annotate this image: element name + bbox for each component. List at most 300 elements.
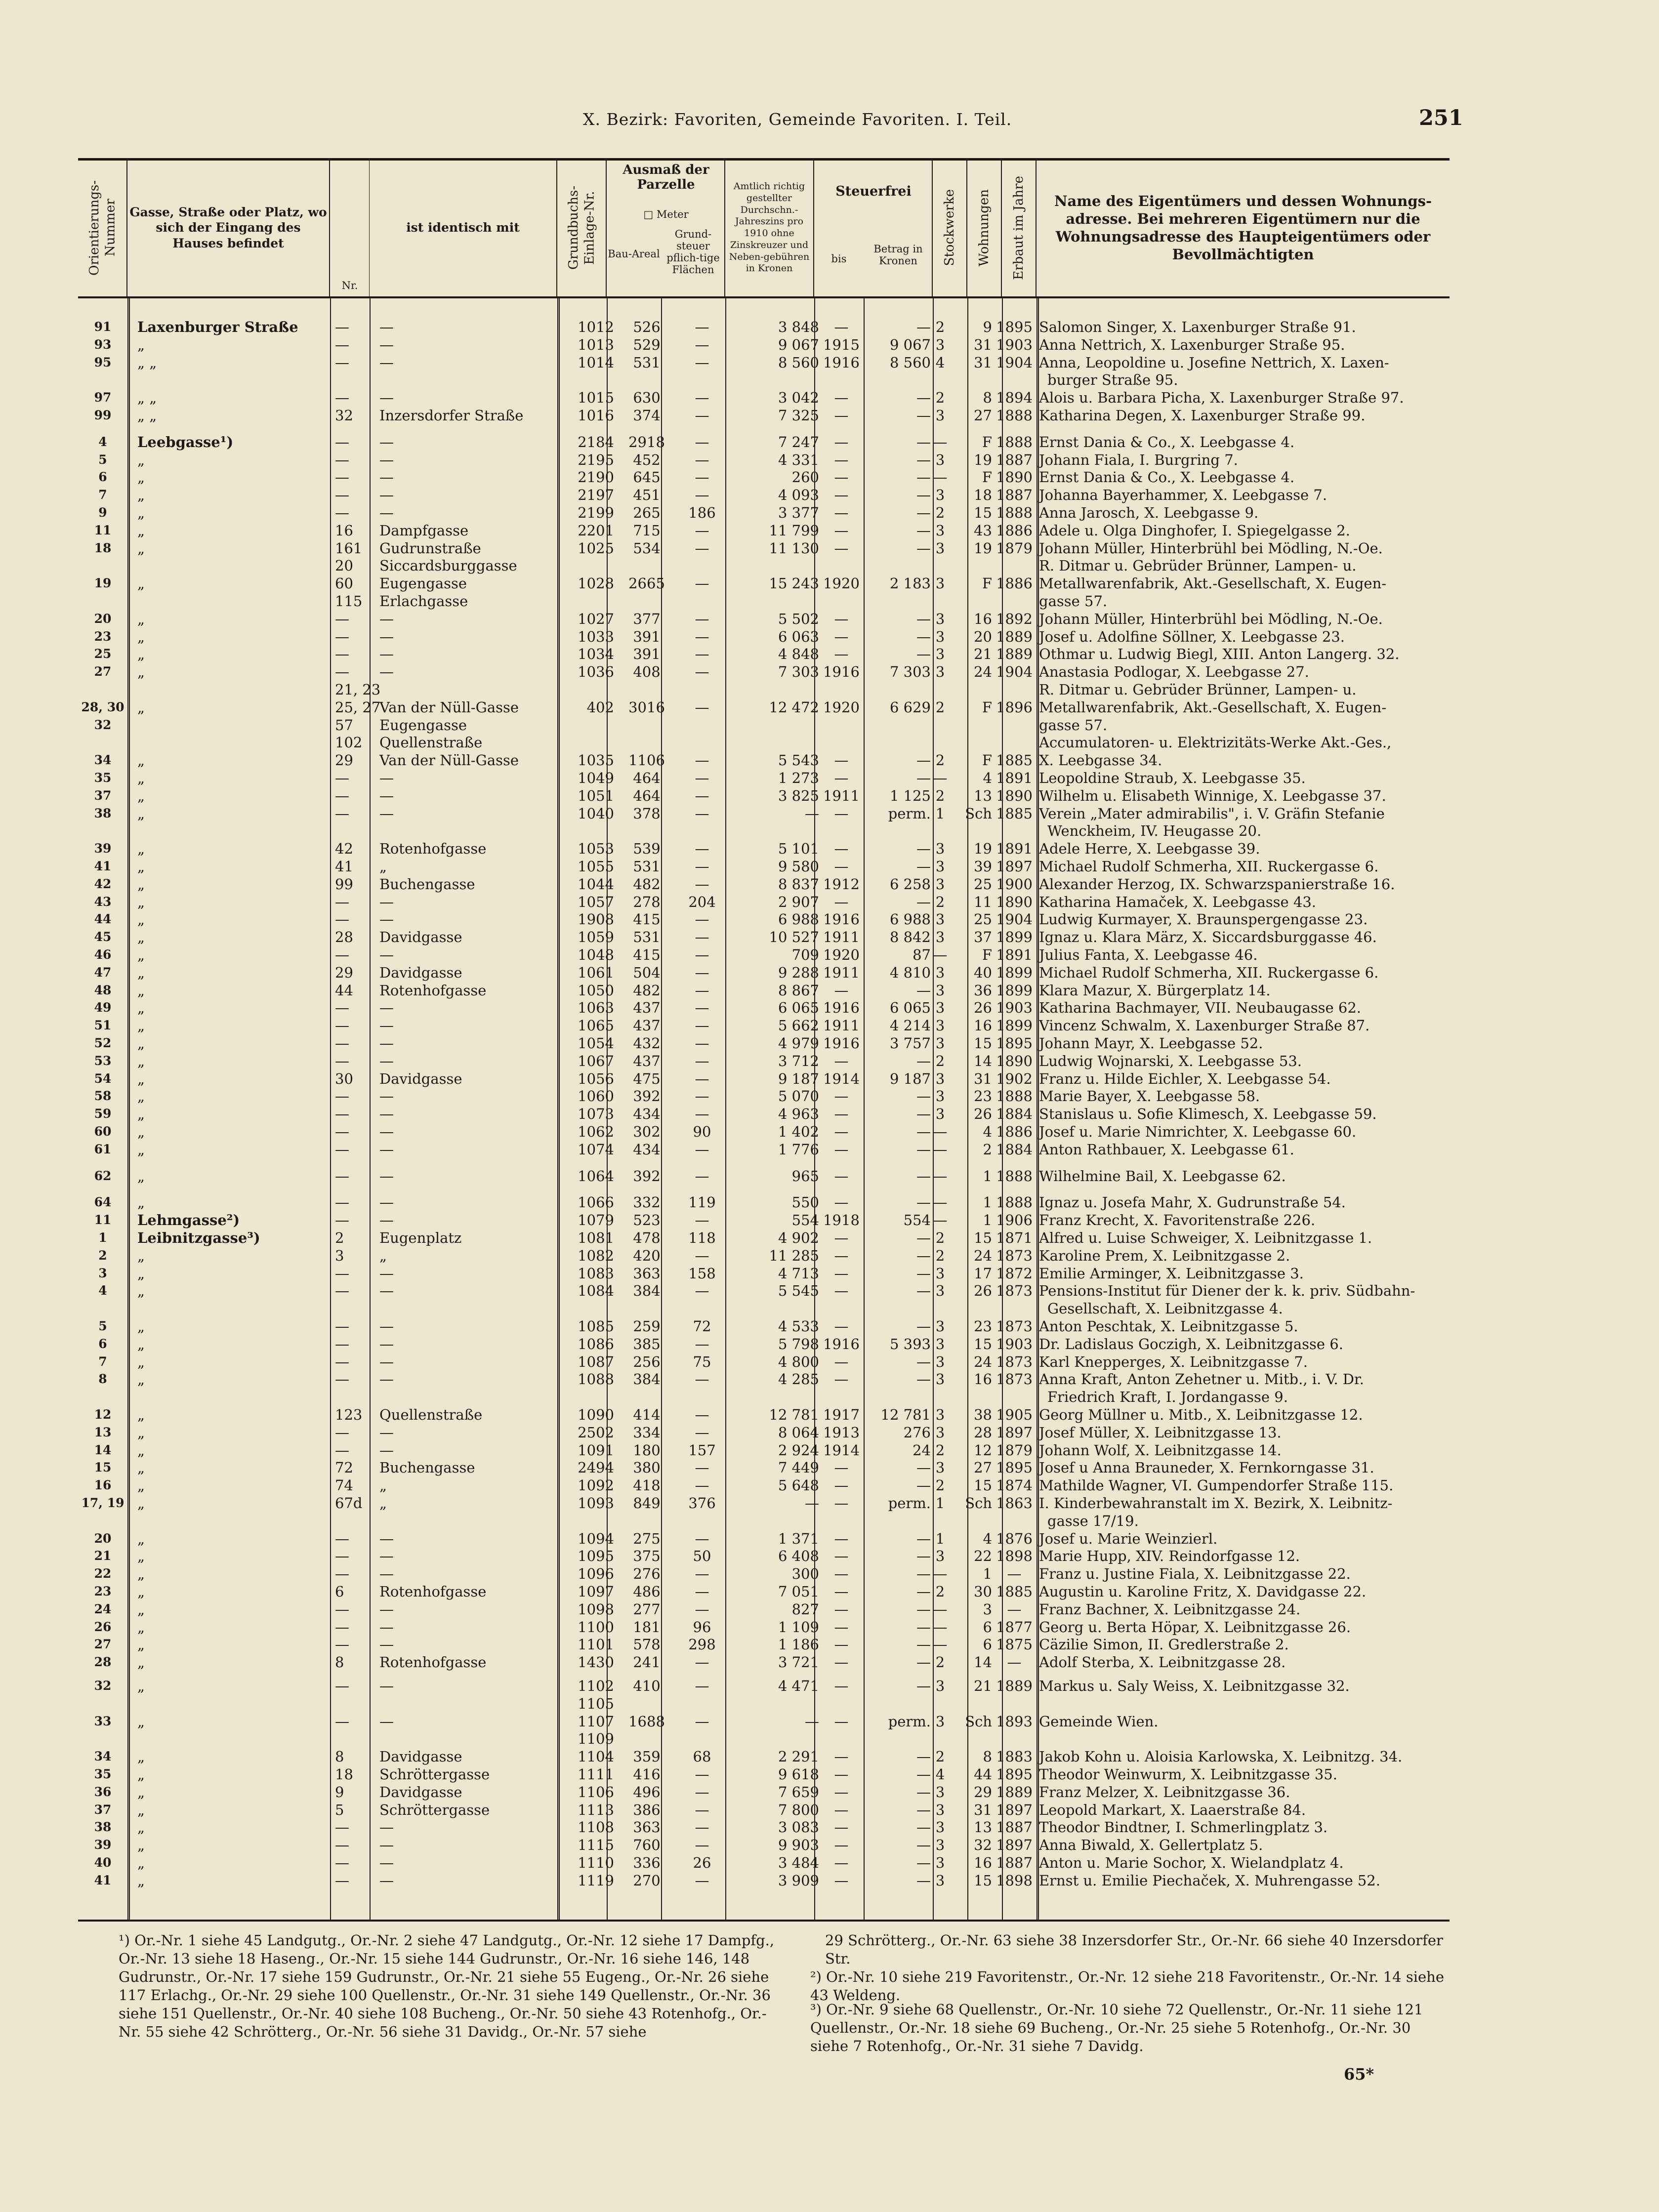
identisch-nr: — (335, 1035, 349, 1052)
wohnungen: 44 (974, 1766, 992, 1783)
steuerfrei-betrag: — (916, 504, 931, 521)
identisch-gasse: — (379, 1530, 394, 1547)
identisch-gasse: — (379, 1265, 394, 1282)
table-row (78, 1837, 1450, 1853)
identisch-nr: 16 (335, 522, 353, 539)
jahreszins: 7 659 (778, 1783, 819, 1801)
steuerfrei-bis: 1911 (823, 964, 860, 981)
table-row (78, 946, 1450, 963)
wohnungen: 14 (974, 1052, 992, 1069)
gasse-name: „ (137, 663, 145, 681)
identisch-gasse: Davidgasse (379, 1783, 462, 1801)
identisch-gasse: — (379, 1167, 394, 1185)
wohnungen: 15 (974, 504, 992, 521)
table-row (78, 1748, 1450, 1765)
stockwerke: — (933, 433, 948, 451)
orientierung-nummer: 43 (94, 894, 112, 909)
grundsteuer-flaeche: — (695, 805, 709, 822)
wohnungen: 16 (974, 1017, 992, 1034)
eigentuemer: Georg Müllner u. Mitb., X. Leibnitzgasse 12. (1039, 1406, 1363, 1423)
identisch-nr: 115 (335, 593, 363, 610)
eigentuemer: Adolf Sterba, X. Leibnitzgasse 28. (1039, 1654, 1286, 1671)
gasse-name: „ (137, 982, 145, 999)
stockwerke: 3 (935, 1265, 945, 1282)
stockwerke: 1 (935, 1530, 945, 1547)
steuerfrei-betrag: 6 629 (889, 698, 931, 716)
identisch-gasse: — (379, 433, 394, 451)
grundbuch-einlage: 1082 (578, 1247, 614, 1264)
table-row (78, 1265, 1450, 1282)
steuerfrei-bis: — (834, 1872, 849, 1889)
identisch-gasse: — (379, 1353, 394, 1370)
identisch-nr: 74 (335, 1477, 353, 1494)
gasse-name: Lehmgasse²) (137, 1212, 240, 1229)
col-gasse (127, 159, 330, 296)
steuerfrei-bis: 1918 (823, 1212, 860, 1229)
orientierung-nummer: 22 (94, 1566, 112, 1581)
eigentuemer: Adele Herre, X. Leebgasse 39. (1039, 840, 1260, 858)
bauareal: 392 (633, 1167, 661, 1185)
steuerfrei-bis: 1916 (823, 1035, 860, 1052)
gasse-name: „ (137, 1748, 145, 1765)
grundsteuer-flaeche: — (695, 999, 709, 1017)
grundsteuer-flaeche: — (695, 858, 709, 875)
wohnungen: 9 (983, 319, 992, 335)
grundbuch-einlage: 1048 (578, 946, 614, 963)
wohnungen: Sch (965, 805, 992, 822)
grundsteuer-flaeche: — (695, 1678, 709, 1694)
table-row (78, 1802, 1450, 1818)
table-row (78, 1123, 1450, 1140)
stockwerke: 3 (935, 1783, 945, 1801)
bauareal: 578 (633, 1636, 661, 1653)
table-row (78, 717, 1450, 734)
bauareal: 630 (633, 389, 661, 407)
steuerfrei-bis: — (834, 610, 849, 627)
grundbuch-einlage: 1025 (578, 539, 614, 557)
bauareal: 482 (633, 982, 661, 999)
steuerfrei-bis: — (834, 1678, 849, 1694)
eigentuemer: Johann Fiala, I. Burgring 7. (1039, 451, 1238, 468)
table-row (78, 575, 1450, 592)
grundsteuer-flaeche: — (695, 487, 709, 504)
erbaut-jahr: 1900 (996, 875, 1033, 893)
jahreszins: — (805, 1713, 819, 1730)
steuerfrei-bis: — (834, 770, 849, 786)
col-wohnungen-label: Wohnungen (976, 189, 992, 267)
table-row (78, 999, 1450, 1016)
steuerfrei-betrag: — (916, 1123, 931, 1140)
grundsteuer-flaeche: — (695, 929, 709, 946)
erbaut-jahr: 1895 (996, 1459, 1033, 1476)
grundbuch-einlage: 1110 (578, 1854, 614, 1871)
table-row (78, 451, 1450, 468)
grundsteuer-flaeche: — (695, 946, 709, 963)
eigentuemer: Salomon Singer, X. Laxenburger Straße 91. (1039, 319, 1356, 335)
grundsteuer-flaeche: — (695, 336, 709, 353)
bauareal: 241 (633, 1654, 661, 1671)
table-row (78, 1872, 1450, 1889)
orientierung-nummer: 44 (94, 912, 112, 927)
grundsteuer-flaeche: — (695, 407, 709, 424)
eigentuemer: Stanislaus u. Sofie Klimesch, X. Leebgasse 59. (1039, 1106, 1377, 1123)
bauareal: 531 (633, 858, 661, 875)
wohnungen: Sch (965, 1495, 992, 1512)
identisch-gasse: Davidgasse (379, 1748, 462, 1765)
gasse-name: „ (137, 646, 145, 663)
steuerfrei-betrag: — (916, 1530, 931, 1547)
steuerfrei-betrag: — (916, 487, 931, 504)
grundsteuer-flaeche: — (695, 389, 709, 407)
steuerfrei-bis: 1911 (823, 787, 860, 804)
grundbuch-einlage: 1095 (578, 1548, 614, 1565)
orientierung-nummer: 13 (94, 1425, 112, 1439)
bauareal: 531 (633, 929, 661, 946)
bauareal: 363 (633, 1265, 661, 1282)
bauareal: 270 (633, 1872, 661, 1889)
wohnungen: 15 (974, 1035, 992, 1052)
bauareal: 418 (633, 1477, 661, 1494)
bauareal: 715 (633, 522, 661, 539)
stockwerke: 2 (935, 1247, 945, 1264)
identisch-nr: — (335, 1565, 349, 1583)
bottom-rule (78, 1920, 1450, 1922)
jahreszins: 6 408 (778, 1548, 819, 1565)
orientierung-nummer: 39 (94, 1838, 112, 1852)
grundsteuer-flaeche: — (695, 1654, 709, 1671)
grundbuch-einlage: 1104 (578, 1748, 614, 1765)
bauareal: 377 (633, 610, 661, 627)
grundbuch-einlage: 1034 (578, 646, 614, 663)
eigentuemer: gasse 57. (1039, 716, 1108, 734)
bauareal: 464 (633, 787, 661, 804)
grundbuch-einlage: 1059 (578, 929, 614, 946)
steuerfrei-bis: — (834, 539, 849, 557)
table-row (78, 1053, 1450, 1069)
steuerfrei-bis: — (834, 522, 849, 539)
wohnungen: F (982, 752, 992, 769)
identisch-nr: 8 (335, 1748, 344, 1765)
stockwerke: 3 (935, 982, 945, 999)
grundsteuer-flaeche: — (695, 1783, 709, 1801)
bauareal: 1106 (628, 752, 665, 769)
erbaut-jahr: 1890 (996, 893, 1033, 910)
erbaut-jahr: 1885 (996, 1583, 1033, 1600)
grundbuch-einlage: 1108 (578, 1819, 614, 1836)
identisch-nr: 6 (335, 1583, 344, 1600)
grundsteuer-flaeche: — (695, 539, 709, 557)
orientierung-nummer: 28 (94, 1655, 112, 1670)
table-row (78, 1619, 1450, 1636)
erbaut-jahr: 1873 (996, 1353, 1033, 1370)
orientierung-nummer: 28, 30 (81, 699, 124, 714)
steuerfrei-bis: — (834, 1548, 849, 1565)
steuerfrei-bis: — (834, 389, 849, 407)
eigentuemer: Theodor Weinwurm, X. Leibnitzgasse 35. (1039, 1766, 1337, 1783)
grundsteuer-flaeche: — (695, 469, 709, 486)
steuerfrei-bis: — (834, 805, 849, 822)
grundsteuer-flaeche: — (695, 1070, 709, 1087)
steuerfrei-betrag: — (916, 1678, 931, 1694)
col-meter-label: □ Meter (643, 208, 689, 220)
identisch-nr: 72 (335, 1459, 353, 1476)
orientierung-nummer: 41 (94, 859, 112, 873)
steuerfrei-betrag: — (916, 982, 931, 999)
orientierung-nummer: 52 (94, 1036, 112, 1050)
gasse-name: „ (137, 1565, 145, 1583)
grundbuch-einlage: 1016 (578, 407, 614, 424)
table-row (78, 1854, 1450, 1871)
steuerfrei-bis: 1920 (823, 698, 860, 716)
bauareal: 420 (633, 1247, 661, 1264)
grundbuch-einlage: 2195 (578, 451, 614, 468)
erbaut-jahr: 1877 (996, 1618, 1033, 1636)
erbaut-jahr: — (1007, 1600, 1022, 1618)
identisch-gasse: — (379, 1282, 394, 1300)
bauareal: 378 (633, 805, 661, 822)
identisch-gasse: — (379, 1678, 394, 1694)
grundbuch-einlage: 1093 (578, 1495, 614, 1512)
eigentuemer: Leopold Markart, X. Laaerstraße 84. (1039, 1801, 1306, 1818)
orientierung-nummer: 24 (94, 1601, 112, 1616)
gasse-name: „ „ (137, 389, 157, 407)
eigentuemer: Othmar u. Ludwig Biegl, XIII. Anton Langerg. 32. (1039, 646, 1400, 663)
eigentuemer: Franz u. Justine Fiala, X. Leibnitzgasse 22. (1039, 1565, 1351, 1583)
erbaut-jahr: 1888 (996, 504, 1033, 521)
grundsteuer-flaeche: — (695, 1819, 709, 1836)
table-row (78, 1212, 1450, 1229)
erbaut-jahr: 1904 (996, 663, 1033, 681)
wohnungen: 26 (974, 1282, 992, 1300)
grundsteuer-flaeche: 96 (693, 1618, 711, 1636)
erbaut-jahr: 1889 (996, 646, 1033, 663)
table-row (78, 540, 1450, 557)
eigentuemer: Markus u. Saly Weiss, X. Leibnitzgasse 32. (1039, 1678, 1350, 1694)
bauareal: 392 (633, 1088, 661, 1105)
stockwerke: 3 (935, 1353, 945, 1370)
steuerfrei-bis: — (834, 487, 849, 504)
jahreszins: 550 (791, 1194, 819, 1211)
grundbuch-einlage: 1028 (578, 575, 614, 592)
steuerfrei-bis: — (834, 1141, 849, 1158)
stockwerke: — (933, 1123, 948, 1140)
col-erbaut-label: Erbaut im Jahre (1011, 175, 1026, 280)
bauareal: 437 (633, 1017, 661, 1034)
steuerfrei-betrag: — (916, 1052, 931, 1069)
steuerfrei-bis: — (834, 1654, 849, 1671)
wohnungen: F (982, 698, 992, 716)
identisch-nr: — (335, 1854, 349, 1871)
col-bis-label: bis (831, 253, 847, 265)
identisch-nr: 25, 27 (335, 698, 381, 716)
erbaut-jahr: 1895 (996, 1035, 1033, 1052)
identisch-nr: 5 (335, 1801, 344, 1818)
stockwerke: 3 (935, 1318, 945, 1335)
grundbuch-einlage: 1027 (578, 610, 614, 627)
table-row (78, 1565, 1450, 1582)
wohnungen: 4 (983, 770, 992, 786)
erbaut-jahr: 1898 (996, 1548, 1033, 1565)
stockwerke: 3 (935, 451, 945, 468)
table-row (78, 1106, 1450, 1122)
gasse-name: „ (137, 1837, 145, 1854)
bauareal: 760 (633, 1837, 661, 1854)
gasse-name: „ (137, 1017, 145, 1034)
identisch-nr: 41 (335, 858, 353, 875)
identisch-gasse: — (379, 1713, 394, 1730)
stockwerke: 3 (935, 911, 945, 928)
steuerfrei-betrag: 87 (912, 946, 931, 963)
steuerfrei-bis: — (834, 893, 849, 910)
steuerfrei-betrag: — (916, 1618, 931, 1636)
eigentuemer: Metallwarenfabrik, Akt.-Gesellschaft, X. Eugen- (1039, 575, 1387, 592)
identisch-gasse: — (379, 1212, 394, 1229)
identisch-nr: — (335, 1530, 349, 1547)
identisch-gasse: — (379, 805, 394, 822)
gasse-name: „ (137, 1530, 145, 1547)
bauareal: 437 (633, 1052, 661, 1069)
eigentuemer: Leopoldine Straub, X. Leebgasse 35. (1039, 770, 1306, 786)
table-row (78, 1819, 1450, 1836)
grundbuch-einlage: 1111 (578, 1766, 614, 1783)
gasse-name: „ (137, 1353, 145, 1370)
jahreszins: 3 042 (778, 389, 819, 407)
grundbuch-einlage: 2197 (578, 487, 614, 504)
gasse-name: „ (137, 1247, 145, 1264)
erbaut-jahr: 1885 (996, 752, 1033, 769)
stockwerke: 4 (935, 1766, 945, 1783)
steuerfrei-betrag: 6 065 (889, 999, 931, 1017)
identisch-nr: — (335, 805, 349, 822)
erbaut-jahr: 1884 (996, 1106, 1033, 1123)
eigentuemer: Adele u. Olga Dinghofer, I. Spiegelgasse 2. (1039, 522, 1350, 539)
erbaut-jahr: 1876 (996, 1530, 1033, 1547)
gasse-name: „ (137, 1167, 145, 1185)
grundsteuer-flaeche: — (695, 354, 709, 371)
signature-mark: 65* (1344, 2065, 1374, 2084)
table-row (78, 1282, 1450, 1299)
steuerfrei-betrag: — (916, 770, 931, 786)
grundbuch-einlage: 1430 (578, 1654, 614, 1671)
steuerfrei-bis: — (834, 1748, 849, 1765)
bauareal: 526 (633, 319, 661, 335)
identisch-nr: 28 (335, 929, 353, 946)
jahreszins: 11 130 (769, 539, 819, 557)
orientierung-nummer: 36 (94, 1784, 112, 1799)
grundsteuer-flaeche: — (695, 1872, 709, 1889)
identisch-gasse: Schröttergasse (379, 1801, 490, 1818)
identisch-nr: — (335, 354, 349, 371)
grundbuch-einlage: 1084 (578, 1282, 614, 1300)
eigentuemer: Josef Müller, X. Leibnitzgasse 13. (1039, 1424, 1282, 1441)
bauareal: 408 (633, 663, 661, 681)
grundsteuer-flaeche: 186 (688, 504, 716, 521)
bauareal: 380 (633, 1459, 661, 1476)
table-row (78, 557, 1450, 574)
erbaut-jahr: 1887 (996, 487, 1033, 504)
identisch-gasse: — (379, 1335, 394, 1352)
table-row (78, 434, 1450, 451)
steuerfrei-betrag: — (916, 1371, 931, 1388)
identisch-nr: — (335, 1123, 349, 1140)
stockwerke: 2 (935, 504, 945, 521)
gasse-name: „ (137, 1583, 145, 1600)
gasse-name: „ (137, 539, 145, 557)
eigentuemer: Marie Hupp, XIV. Reindorfgasse 12. (1039, 1548, 1300, 1565)
erbaut-jahr: 1888 (996, 407, 1033, 424)
wohnungen: 31 (974, 1801, 992, 1818)
gasse-name: „ (137, 1424, 145, 1441)
grundbuch-einlage: 2184 (578, 433, 614, 451)
eigentuemer: Pensions-Institut für Diener der k. k. priv. Südbahn- (1039, 1282, 1415, 1300)
identisch-nr: — (335, 770, 349, 786)
table-row (78, 1017, 1450, 1034)
gasse-name: „ (137, 964, 145, 981)
table-row (78, 336, 1450, 353)
orientierung-nummer: 37 (94, 1802, 112, 1817)
bauareal: 432 (633, 1035, 661, 1052)
erbaut-jahr: 1884 (996, 1141, 1033, 1158)
gasse-name: „ (137, 752, 145, 769)
identisch-nr: — (335, 1167, 349, 1185)
eigentuemer: Theodor Bindtner, I. Schmerlingplatz 3. (1039, 1819, 1328, 1836)
erbaut-jahr: 1895 (996, 319, 1033, 335)
eigentuemer: Marie Bayer, X. Leebgasse 58. (1039, 1088, 1260, 1105)
bauareal: 451 (633, 487, 661, 504)
gasse-name: „ (137, 1282, 145, 1300)
bauareal: 478 (633, 1229, 661, 1246)
orientierung-nummer: 17, 19 (81, 1496, 124, 1510)
identisch-nr: 57 (335, 716, 353, 734)
grundsteuer-flaeche: — (695, 982, 709, 999)
eigentuemer: Alfred u. Luise Schweiger, X. Leibnitzgasse 1. (1039, 1229, 1372, 1246)
jahreszins: 5 070 (778, 1088, 819, 1105)
orientierung-nummer: 16 (94, 1478, 112, 1493)
identisch-gasse: Buchengasse (379, 1459, 475, 1476)
grundbuch-einlage: 1094 (578, 1530, 614, 1547)
bauareal: 416 (633, 1766, 661, 1783)
gasse-name: „ (137, 787, 145, 804)
orientierung-nummer: 95 (94, 355, 112, 369)
eigentuemer: Jakob Kohn u. Aloisia Karlowska, X. Leibnitzg. 34. (1039, 1748, 1403, 1765)
wohnungen: 31 (974, 354, 992, 371)
stockwerke: — (933, 469, 948, 486)
orientierung-nummer: 27 (94, 664, 112, 679)
jahreszins: 7 449 (778, 1459, 819, 1476)
jahreszins: 5 502 (778, 610, 819, 627)
identisch-nr: 20 (335, 557, 353, 574)
table-row (78, 354, 1450, 371)
steuerfrei-betrag: 554 (903, 1212, 931, 1229)
erbaut-jahr: 1872 (996, 1265, 1033, 1282)
steuerfrei-betrag: — (916, 1353, 931, 1370)
identisch-nr: 18 (335, 1766, 353, 1783)
table-row (78, 1678, 1450, 1694)
identisch-nr: — (335, 787, 349, 804)
gasse-name: „ (137, 1783, 145, 1801)
steuerfrei-betrag: — (916, 1766, 931, 1783)
grundbuch-einlage: 402 (586, 698, 614, 716)
wohnungen: 15 (974, 1872, 992, 1889)
stockwerke: — (933, 1600, 948, 1618)
grundbuch-einlage: 1102 (578, 1678, 614, 1694)
wohnungen: 25 (974, 911, 992, 928)
stockwerke: 3 (935, 646, 945, 663)
erbaut-jahr: 1896 (996, 698, 1033, 716)
gasse-name: „ (137, 946, 145, 963)
steuerfrei-betrag: 8 560 (889, 354, 931, 371)
identisch-gasse: Eugenplatz (379, 1229, 462, 1246)
